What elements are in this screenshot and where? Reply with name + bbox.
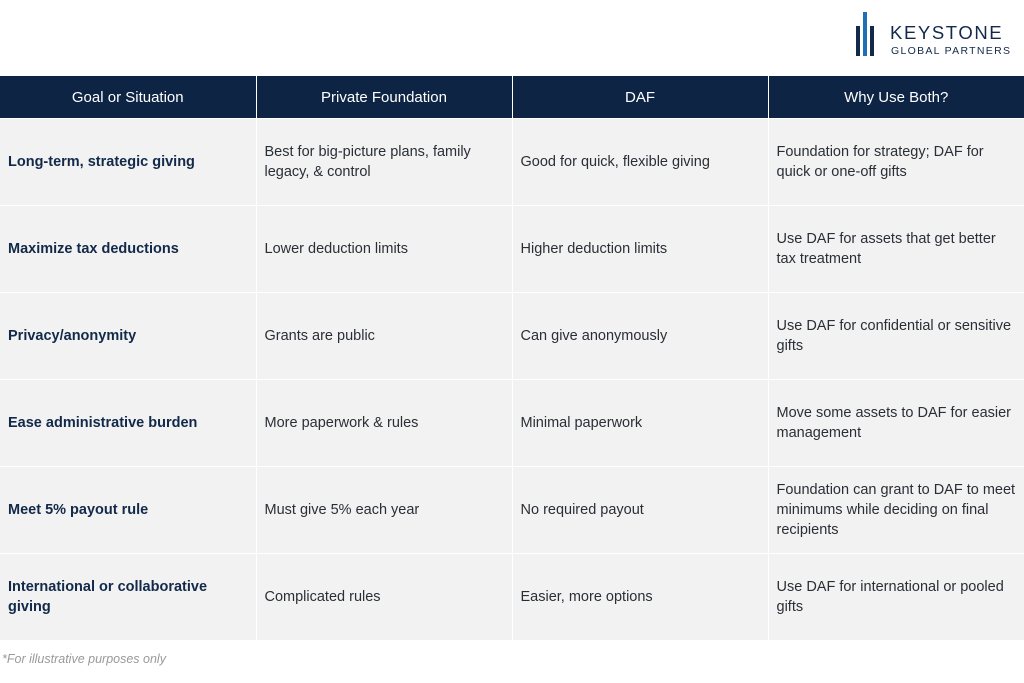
daf-cell: Easier, more options xyxy=(512,554,768,641)
daf-cell: Minimal paperwork xyxy=(512,380,768,467)
private-foundation-cell: Complicated rules xyxy=(256,554,512,641)
header-daf: DAF xyxy=(512,76,768,119)
why-both-cell: Use DAF for international or pooled gifts xyxy=(768,554,1024,641)
header-why-both: Why Use Both? xyxy=(768,76,1024,119)
header-goal: Goal or Situation xyxy=(0,76,256,119)
daf-cell: Higher deduction limits xyxy=(512,206,768,293)
table-row xyxy=(0,554,1024,641)
table-row xyxy=(0,293,1024,380)
why-both-cell: Use DAF for assets that get better tax treatment xyxy=(768,206,1024,293)
private-foundation-cell: More paperwork & rules xyxy=(256,380,512,467)
daf-cell: Can give anonymously xyxy=(512,293,768,380)
table-row xyxy=(0,467,1024,554)
private-foundation-cell: Best for big-picture plans, family legacy, & control xyxy=(256,119,512,206)
keystone-logo-icon xyxy=(856,12,884,58)
footnote: *For illustrative purposes only xyxy=(2,652,166,666)
header-private-foundation: Private Foundation xyxy=(256,76,512,119)
daf-cell: Good for quick, flexible giving xyxy=(512,119,768,206)
private-foundation-cell: Grants are public xyxy=(256,293,512,380)
comparison-table xyxy=(0,76,1024,640)
table-header-row xyxy=(0,76,1024,119)
table-row xyxy=(0,119,1024,206)
table-row xyxy=(0,206,1024,293)
daf-cell: No required payout xyxy=(512,467,768,554)
goal-cell: International or collaborative giving xyxy=(0,554,256,641)
why-both-cell: Foundation can grant to DAF to meet minimums while deciding on final recipients xyxy=(768,467,1024,554)
why-both-cell: Foundation for strategy; DAF for quick or one-off gifts xyxy=(768,119,1024,206)
why-both-cell: Use DAF for confidential or sensitive gifts xyxy=(768,293,1024,380)
brand-tagline: GLOBAL PARTNERS xyxy=(891,45,1012,57)
private-foundation-cell: Lower deduction limits xyxy=(256,206,512,293)
goal-cell: Ease administrative burden xyxy=(0,380,256,467)
why-both-cell: Move some assets to DAF for easier management xyxy=(768,380,1024,467)
brand-name: KEYSTONE xyxy=(890,22,1004,43)
brand-logo xyxy=(856,12,1024,58)
private-foundation-cell: Must give 5% each year xyxy=(256,467,512,554)
goal-cell: Privacy/anonymity xyxy=(0,293,256,380)
goal-cell: Meet 5% payout rule xyxy=(0,467,256,554)
goal-cell: Long-term, strategic giving xyxy=(0,119,256,206)
goal-cell: Maximize tax deductions xyxy=(0,206,256,293)
table-row xyxy=(0,380,1024,467)
